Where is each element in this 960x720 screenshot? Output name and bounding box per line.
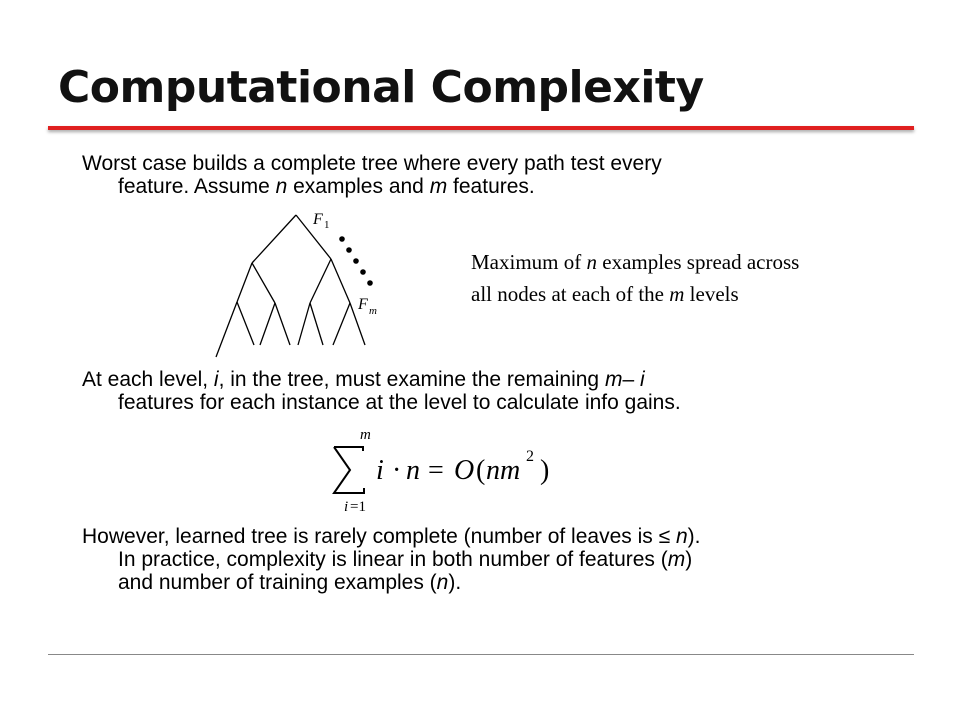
p1-line1: Worst case builds a complete tree where every path test every	[82, 152, 662, 175]
var-m: m	[667, 548, 686, 571]
complexity-formula	[330, 425, 590, 515]
var-n: n	[586, 250, 597, 274]
note-text: all nodes at each of the	[471, 282, 670, 306]
less-equal-sign: ≤	[658, 525, 671, 548]
tree-edge	[298, 303, 310, 345]
tree-edge	[331, 259, 350, 303]
exponent-2: 2	[526, 448, 534, 465]
tree-edge	[333, 303, 350, 345]
p3-line2	[82, 548, 892, 571]
ellipsis-dot	[360, 269, 366, 275]
ellipsis-dot	[353, 258, 359, 264]
paren-close: )	[540, 455, 550, 486]
note-text: levels	[684, 282, 739, 306]
tree-edge	[252, 215, 296, 263]
tree-edge	[237, 302, 254, 345]
p3-text: and number of training examples (	[118, 571, 437, 594]
ellipsis-dot	[339, 236, 345, 242]
label-fm-sub: m	[369, 305, 377, 317]
slide-title: Computational Complexity	[58, 62, 704, 113]
label-f1: F	[313, 211, 323, 228]
label-f1-sub: 1	[324, 219, 330, 231]
var-n: n	[275, 175, 288, 198]
p3-line1	[82, 525, 700, 548]
p2-line1	[82, 368, 645, 391]
dot-operator: ·	[392, 455, 402, 486]
p3-text: However, learned tree is rarely complete (number of leaves is	[82, 525, 659, 548]
tree-edge	[216, 302, 237, 357]
footer-divider	[48, 654, 914, 655]
p1-text: examples and	[287, 175, 430, 198]
tree-edge	[252, 263, 275, 303]
term-i: i	[376, 455, 384, 486]
p3-text: )	[685, 548, 693, 571]
big-o: O	[454, 455, 475, 486]
ellipsis-dots	[339, 236, 373, 286]
tree-edge	[237, 263, 252, 302]
minus-sign: –	[622, 368, 640, 391]
var-i: i	[213, 368, 219, 391]
var-m: m	[604, 368, 623, 391]
note-text: examples spread across	[597, 250, 800, 274]
term-n: n	[406, 455, 420, 486]
level-paragraph	[82, 368, 882, 414]
var-n: n	[436, 571, 449, 594]
var-n: n	[670, 525, 688, 548]
var-i: i	[639, 368, 645, 391]
p1-text: feature. Assume	[118, 175, 276, 198]
tree-edge	[310, 259, 331, 303]
ellipsis-dot	[346, 247, 352, 253]
title-underline	[48, 126, 914, 130]
p3-line3	[82, 571, 892, 594]
paren-open: (	[476, 455, 486, 486]
var-m: m	[669, 282, 685, 306]
p2-line2: features for each instance at the level to calculate info gains.	[118, 391, 681, 414]
tree-edge	[260, 303, 275, 345]
decision-tree-diagram	[200, 205, 400, 360]
p3-text: In practice, complexity is linear in both number of features (	[118, 548, 668, 571]
equals-sign: =	[428, 455, 444, 486]
p2-text: At each level,	[82, 368, 214, 391]
note-text: Maximum of	[471, 250, 587, 274]
ellipsis-dot	[367, 280, 373, 286]
sigma-icon	[334, 447, 364, 493]
var-m: m	[429, 175, 448, 198]
p3-text: ).	[448, 571, 462, 594]
p2-text: , in the tree, must examine the remaining	[218, 368, 605, 391]
p3-text: ).	[687, 525, 701, 548]
p1-line2	[82, 175, 882, 198]
sum-upper-limit: m	[360, 427, 371, 443]
p1-text: features.	[447, 175, 535, 198]
tree-annotation	[471, 246, 799, 310]
sum-lower-var: i	[344, 499, 349, 515]
sum-lower-eq: =1	[350, 499, 366, 515]
worst-case-paragraph	[82, 152, 882, 198]
tree-edge	[275, 303, 290, 345]
term-nm: nm	[486, 455, 521, 486]
label-fm: F	[358, 296, 368, 313]
practice-paragraph	[82, 525, 892, 594]
tree-edge	[310, 303, 323, 345]
